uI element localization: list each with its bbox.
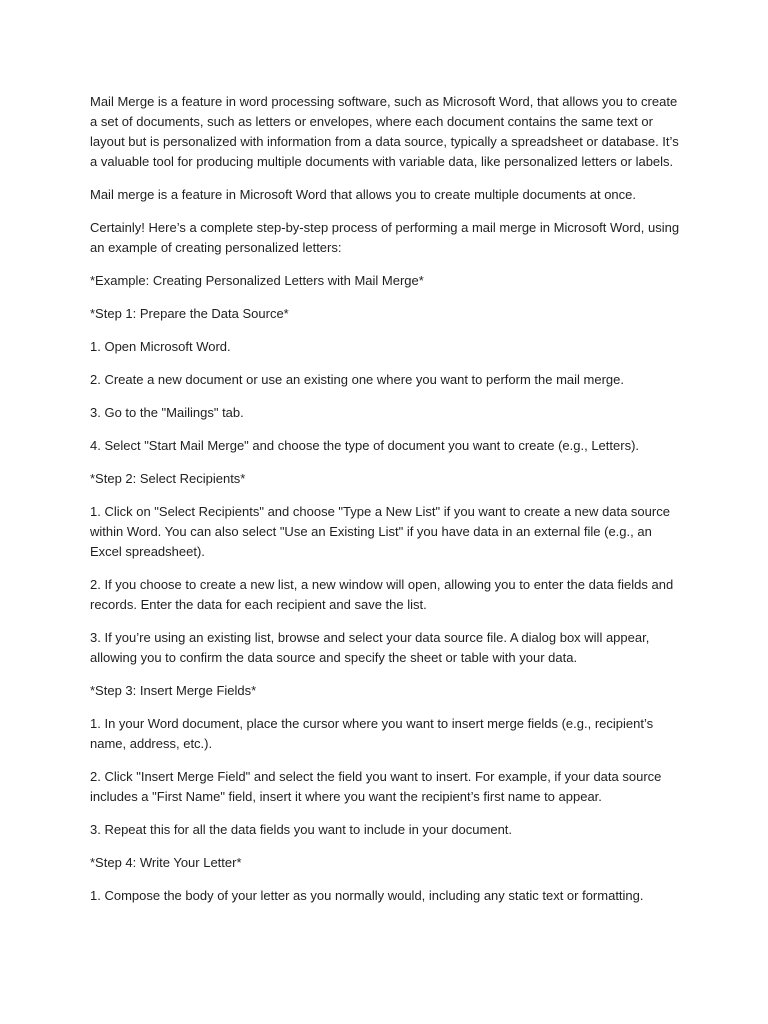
lead-in-paragraph: Certainly! Here’s a complete step-by-step process of performing a mail merge in Microsoft Word, using an example of creating personalized letters:	[90, 220, 680, 255]
step-3-item-3: 3. Repeat this for all the data fields you want to include in your document.	[90, 822, 513, 837]
step-2-heading: *Step 2: Select Recipients*	[90, 471, 246, 486]
document-page	[90, 92, 686, 919]
intro-paragraph: Mail Merge is a feature in word processing software, such as Microsoft Word, that allows you to create a set of documents, such as letters or envelopes, where each document contains the same text or layout but is personalized with information from a data source, typically a spreadsheet or database. It’s a valuable tool for producing multiple documents with variable data, like personalized letters or labels.	[90, 94, 679, 169]
step-3-heading: *Step 3: Insert Merge Fields*	[90, 683, 257, 698]
step-1-heading: *Step 1: Prepare the Data Source*	[90, 306, 289, 321]
step-1-item-4: 4. Select "Start Mail Merge" and choose the type of document you want to create (e.g., Letters).	[90, 438, 640, 453]
step-3-item-2: 2. Click "Insert Merge Field" and select the field you want to insert. For example, if your data source includes a "First Name" field, insert it where you want the recipient’s first name to appear.	[90, 769, 662, 804]
step-1-item-1: 1. Open Microsoft Word.	[90, 339, 231, 354]
step-1-item-2: 2. Create a new document or use an existing one where you want to perform the mail merge.	[90, 372, 625, 387]
step-2-item-1: 1. Click on "Select Recipients" and choose "Type a New List" if you want to create a new data source within Word. You can also select "Use an Existing List" if you have data in an external file (e.g., an Excel spreadsheet).	[90, 504, 670, 559]
step-2-item-2: 2. If you choose to create a new list, a new window will open, allowing you to enter the data fields and records. Enter the data for each recipient and save the list.	[90, 577, 674, 612]
summary-paragraph: Mail merge is a feature in Microsoft Word that allows you to create multiple documents at once.	[90, 187, 637, 202]
step-2-item-3: 3. If you’re using an existing list, browse and select your data source file. A dialog box will appear, allowing you to confirm the data source and specify the sheet or table with your data.	[90, 630, 650, 665]
example-heading: *Example: Creating Personalized Letters with Mail Merge*	[90, 273, 424, 288]
step-1-item-3: 3. Go to the "Mailings" tab.	[90, 405, 244, 420]
step-4-item-1: 1. Compose the body of your letter as you normally would, including any static text or formatting.	[90, 888, 644, 903]
step-3-item-1: 1. In your Word document, place the cursor where you want to insert merge fields (e.g., recipient’s name, address, etc.).	[90, 716, 654, 751]
step-4-heading: *Step 4: Write Your Letter*	[90, 855, 242, 870]
